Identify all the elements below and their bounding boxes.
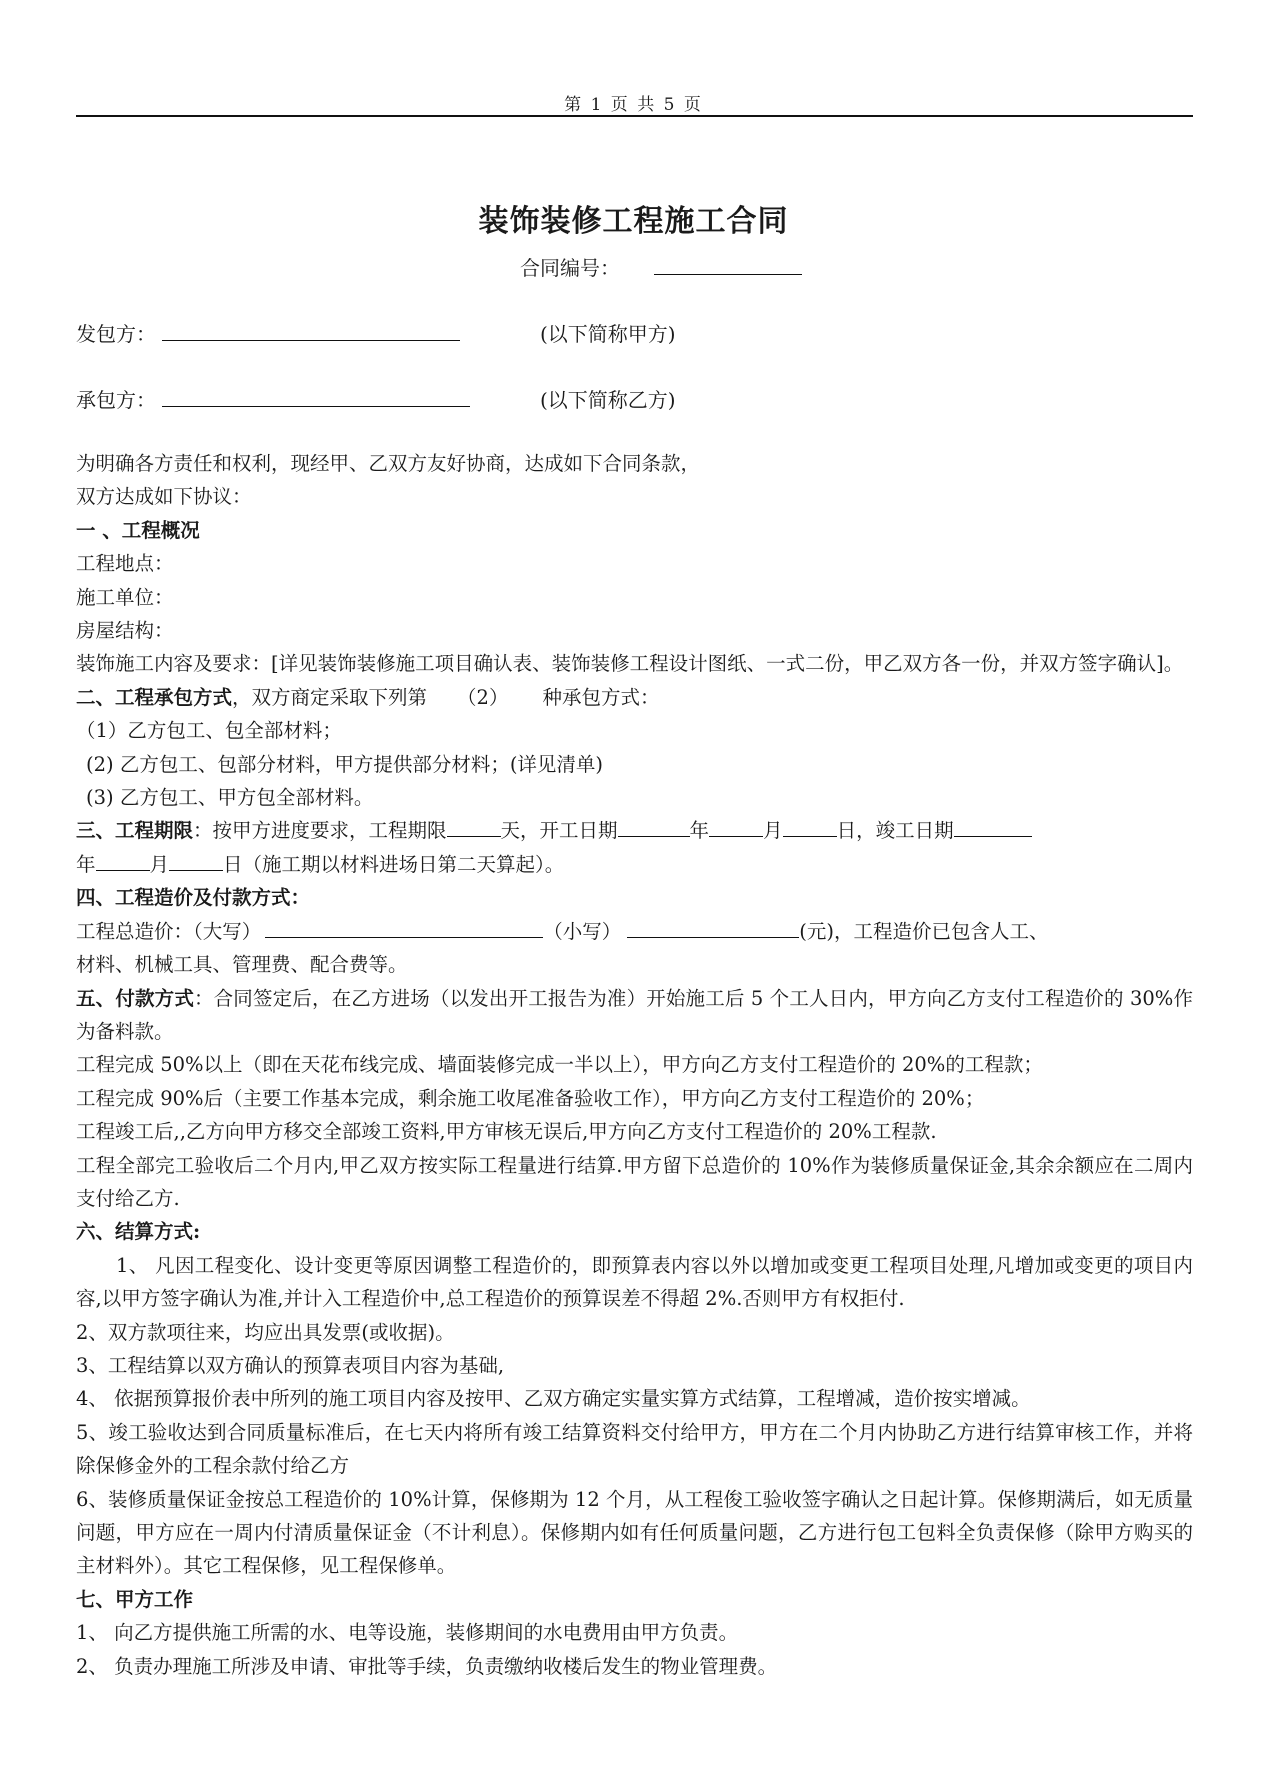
contract-number <box>520 252 802 281</box>
house-structure: 房屋结构： <box>76 619 174 643</box>
contract-option-3: (3) 乙方包工、甲方包全部材料。 <box>86 786 374 810</box>
section-3-heading: 三、工程期限 <box>76 819 194 843</box>
settlement-item-3: 3、工程结算以双方确认的预算表项目内容为基础, <box>76 1353 505 1377</box>
party-a-duty-2: 2、 负责办理施工所涉及申请、审批等手续，负责缴纳收楼后发生的物业管理费。 <box>76 1654 778 1678</box>
duration-label: ：按甲方进度要求，工程期限 <box>193 819 447 843</box>
page-indicator: 第 1 页 共 5 页 <box>564 95 703 115</box>
contract-number-label: 合同编号： <box>520 256 620 280</box>
party-b-blank <box>162 388 470 407</box>
settlement-item-1: 1、 凡因工程变化、设计变更等原因调整工程造价的，即预算表内容以外以增加或变更工程项目处理,凡增加或变更的项目内容,以甲方签字确认为准,并计入工程造价中,总工程造价的预算误差不得超 2%.否则甲方有权拒付. <box>76 1253 1193 1311</box>
section-2-intro: ，双方商定采取下列第 <box>232 685 428 709</box>
section-5-heading: 五、付款方式 <box>76 986 194 1010</box>
contract-number-blank <box>654 256 802 275</box>
section-2-intro-end: 种承包方式： <box>542 685 660 709</box>
payment-completion: 工程竣工后,,乙方向甲方移交全部竣工资料,甲方审核无误后,甲方向乙方支付工程造价的 20%工程款. <box>76 1120 937 1144</box>
end-day-note: 日（施工期以材料进场日第二天算起）。 <box>223 852 565 876</box>
document-title: 装饰装修工程施工合同 <box>478 204 789 239</box>
intro-line-1: 为明确各方责任和权利，现经甲、乙双方友好协商，达成如下合同条款， <box>76 452 701 475</box>
project-location: 工程地点： <box>76 552 174 576</box>
total-price-note: (元)，工程造价已包含人工、 <box>799 919 1049 943</box>
total-price-figures-label: （小写） <box>543 919 622 943</box>
settlement-item-5: 5、竣工验收达到合同质量标准后，在七天内将所有竣工结算资料交付给甲方，甲方在二个月内协助乙方进行结算审核工作，并将除保修金外的工程余款付给乙方 <box>76 1420 1193 1478</box>
contract-option-1: （1）乙方包工、包全部材料； <box>76 719 342 743</box>
party-b-label: 承包方： <box>76 388 156 412</box>
contract-body <box>76 447 1193 1683</box>
settlement-item-4: 4、 依据预算报价表中所列的施工项目内容及按甲、乙双方确定实量实算方式结算，工程增减，造价按实增减。 <box>76 1387 1031 1411</box>
end-date-label: 日，竣工日期 <box>836 819 954 843</box>
party-a-alias: (以下简称甲方) <box>540 322 676 346</box>
section-1-heading: 一 、工程概况 <box>76 518 200 542</box>
end-year-blank <box>954 819 1032 837</box>
start-year-blank <box>618 819 690 837</box>
start-month-blank <box>709 819 763 837</box>
party-b-alias: (以下简称乙方) <box>540 388 676 412</box>
end-day-blank <box>169 853 223 871</box>
year-label: 年 <box>689 819 710 843</box>
total-price-line <box>76 915 1193 948</box>
intro-line-2: 双方达成如下协议： <box>76 485 252 509</box>
construction-unit: 施工单位： <box>76 585 174 609</box>
section-7-heading: 七、甲方工作 <box>76 1587 194 1611</box>
settlement-item-2: 2、双方款项往来，均应出具发票(或收据)。 <box>76 1320 455 1344</box>
month-label: 月 <box>763 819 783 843</box>
party-a-label: 发包方： <box>76 322 156 346</box>
section-3-line-2 <box>76 848 1193 881</box>
section-5-intro <box>76 982 1193 1049</box>
payment-stage-50: 工程完成 50%以上（即在天花布线完成、墙面装修完成一半以上），甲方向乙方支付工程造价的 20%的工程款； <box>76 1053 1043 1077</box>
end-month-blank <box>96 853 150 871</box>
construction-content: 装饰施工内容及要求：[详见装饰装修施工项目确认表、装饰装修工程设计图纸、一式二份，甲乙双方各一份，并双方签字确认]。 <box>76 652 1184 676</box>
section-2-heading: 二、工程承包方式 <box>76 685 233 709</box>
total-price-figures-blank <box>627 920 799 938</box>
section-2-line <box>76 681 1193 714</box>
total-price-words-label: 工程总造价：（大写） <box>76 919 262 943</box>
section-6-heading: 六、结算方式: <box>76 1220 201 1244</box>
start-day-blank <box>783 819 837 837</box>
party-b-line <box>76 384 676 413</box>
party-a-duty-1: 1、 向乙方提供施工所需的水、电等设施，装修期间的水电费用由甲方负责。 <box>76 1621 739 1645</box>
settlement-item-6: 6、装修质量保证金按总工程造价的 10%计算，保修期为 12 个月，从工程俊工验收签字确认之日起计算。保修期满后，如无质量问题，甲方应在一周内付清质量保证金（不计利息）。保修期内如有任何质量问题，乙方进行包工包料全负责保修（除甲方购买的主材料外）。其它工程保修，见工程保修单。 <box>76 1487 1193 1578</box>
payment-settlement: 工程全部完工验收后二个月内,甲乙双方按实际工程量进行结算.甲方留下总造价的 10%作为装修质量保证金,其余余额应在二周内支付给乙方. <box>76 1153 1193 1210</box>
section-4-heading: 四、工程造价及付款方式： <box>76 886 311 910</box>
end-year-label: 年 <box>76 852 96 876</box>
section-3-line <box>76 814 1193 847</box>
contract-mode-choice: （2） <box>457 685 509 709</box>
header-divider <box>76 115 1193 117</box>
party-a-blank <box>162 322 460 341</box>
payment-stage-90: 工程完成 90%后（主要工作基本完成，剩余施工收尾准备验收工作），甲方向乙方支付工程造价的 20%； <box>76 1086 985 1110</box>
party-a-line <box>76 318 676 347</box>
contract-option-2: (2) 乙方包工、包部分材料，甲方提供部分材料；(详见清单) <box>86 752 604 776</box>
end-month-label: 月 <box>149 852 170 876</box>
total-price-line-2: 材料、机械工具、管理费、配合费等。 <box>76 953 408 977</box>
duration-blank <box>447 819 501 837</box>
total-price-words-blank <box>265 920 543 938</box>
payment-advance: ：合同签定后，在乙方进场（以发出开工报告为准）开始施工后 5 个工人日内，甲方向乙方支付工程造价的 30%作为备料款。 <box>76 986 1193 1043</box>
start-date-label: 天，开工日期 <box>500 819 618 843</box>
